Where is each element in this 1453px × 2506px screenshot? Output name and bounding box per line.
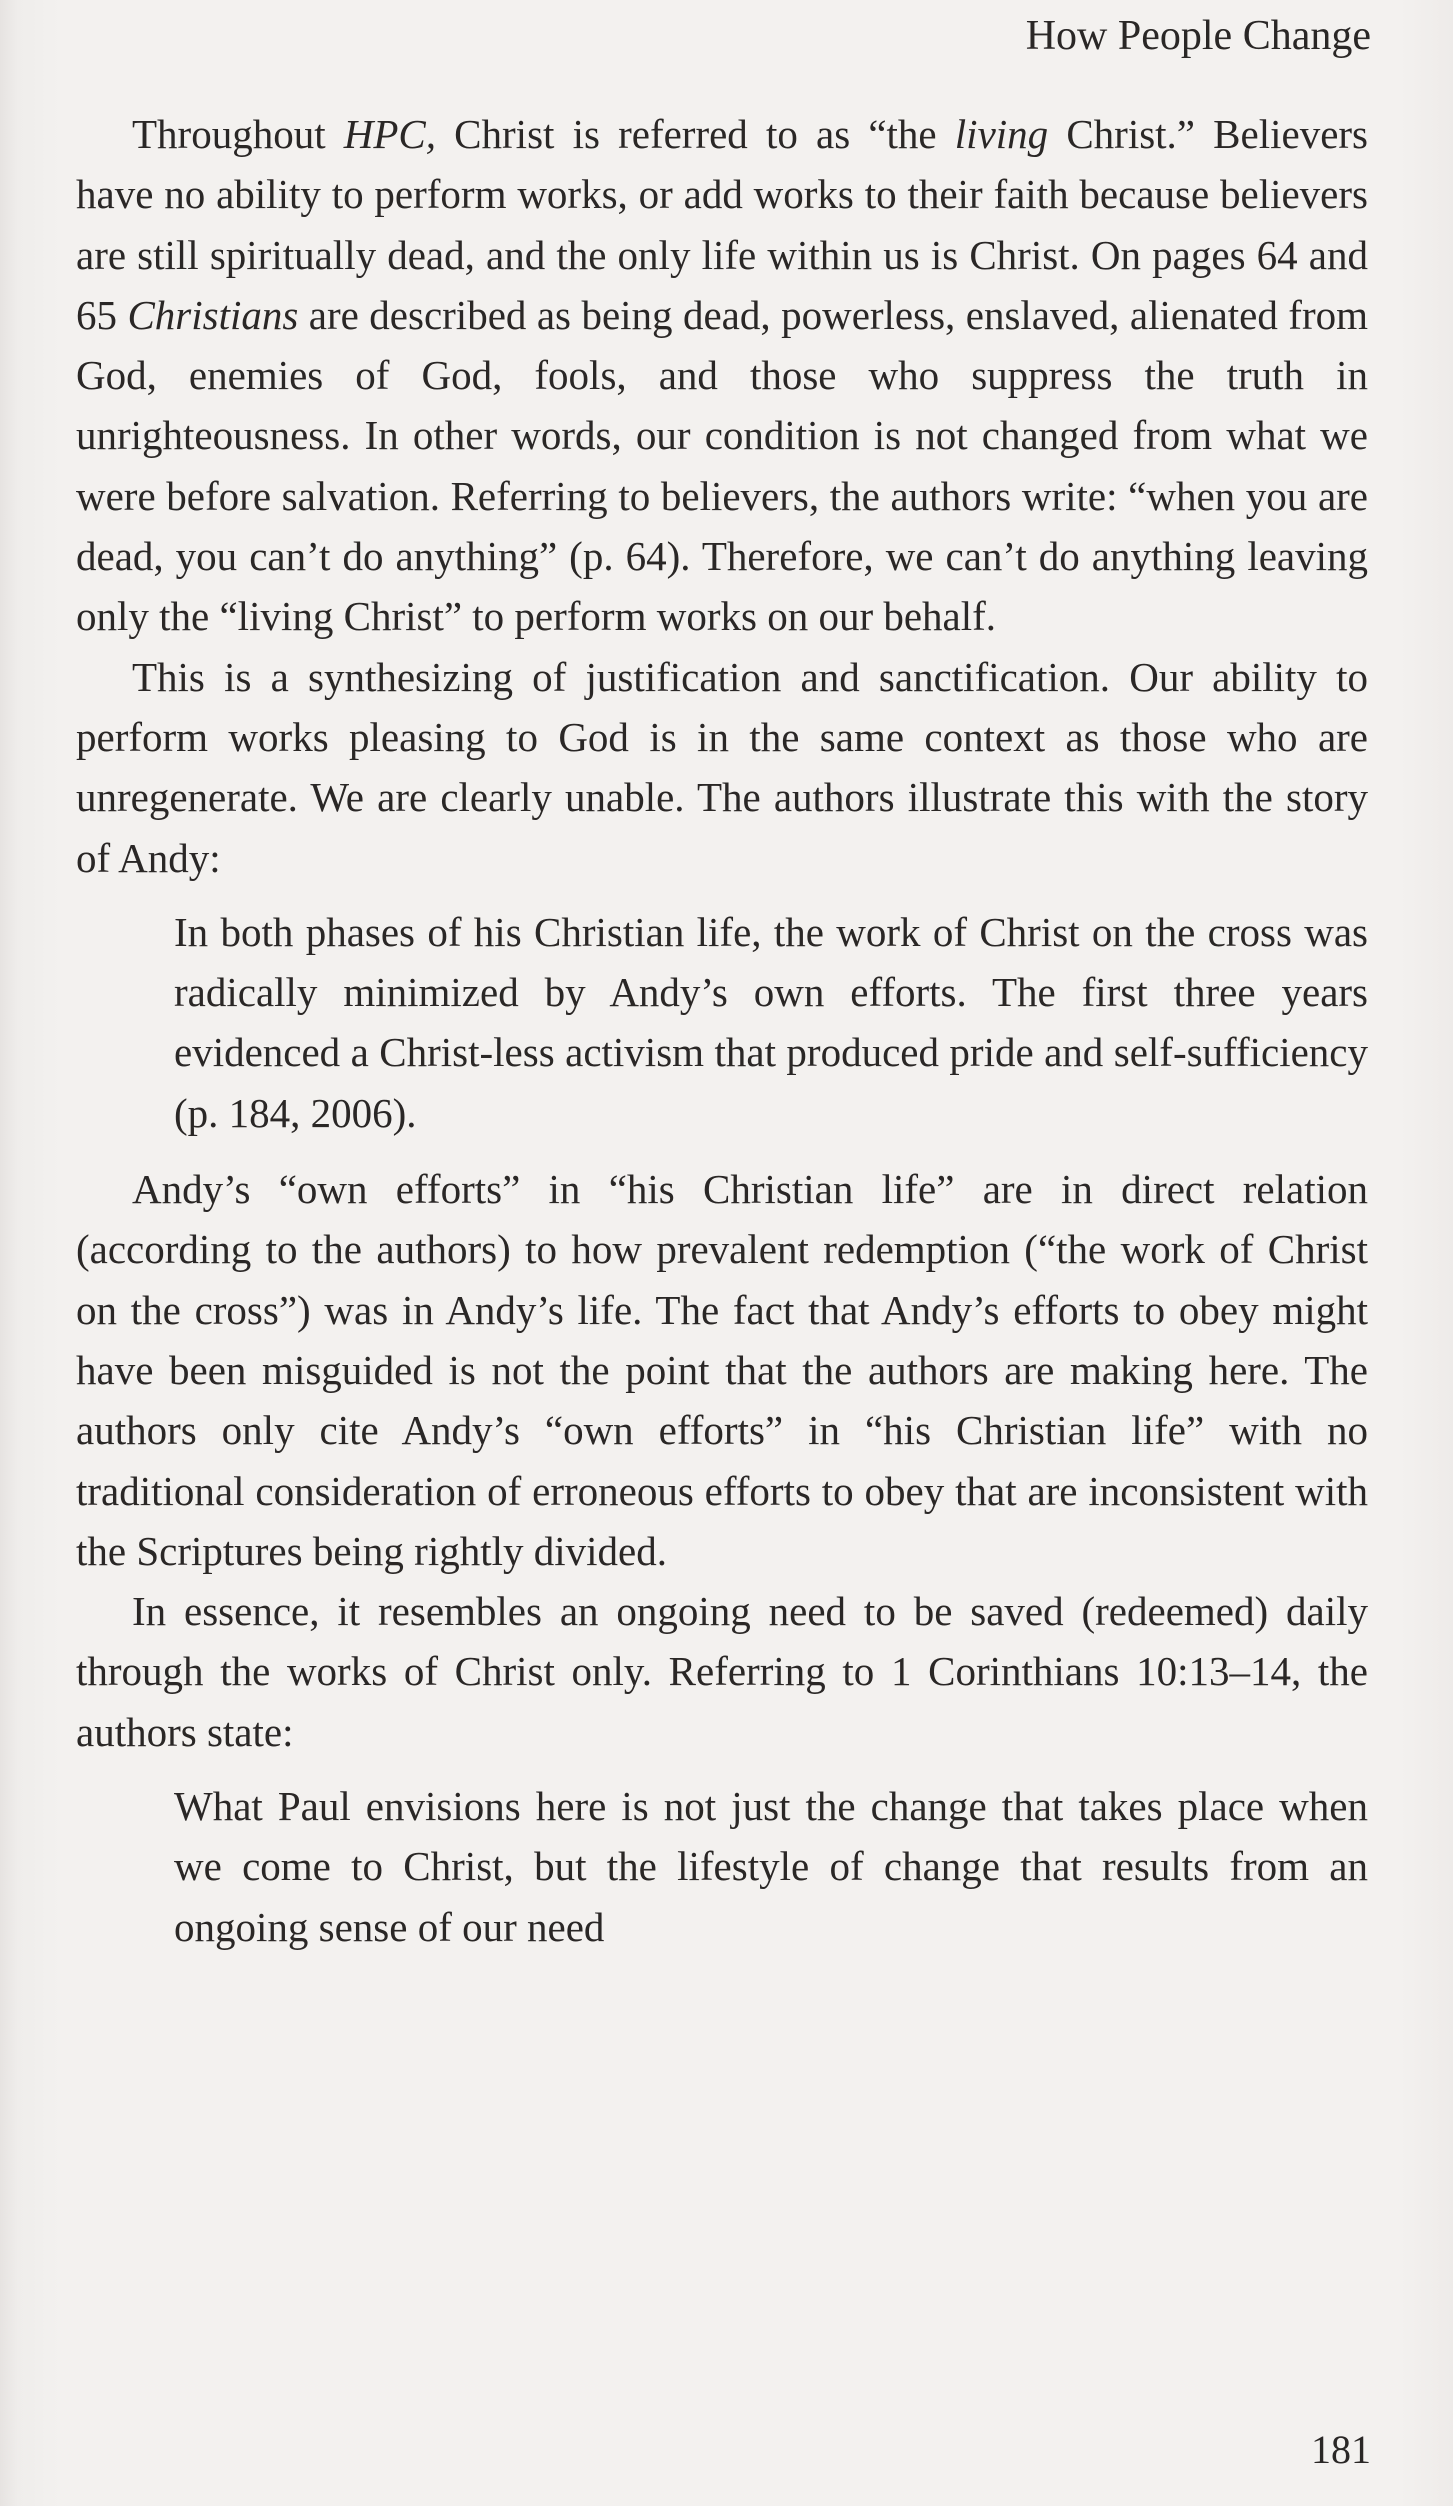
paragraph-1-italic-living: living: [954, 111, 1049, 157]
block-quote-2: What Paul envisions here is not just the change that takes place when we come to Christ, but the lifestyle of change that results from an ongoing sense of our need: [174, 1783, 1368, 1950]
paragraph-4: In essence, it resembles an ongoing need to be saved (redeemed) daily through the works of Christ only. Referring to 1 Corinthians 10:13–14, the authors state:: [76, 1588, 1368, 1755]
paragraph-1-italic-christians: Christians: [127, 291, 299, 338]
paragraph-1-text-a: Throughout: [132, 111, 344, 157]
block-quote-1: In both phases of his Christian life, the work of Christ on the cross was radically minimized by Andy’s own efforts. The first three years evidenced a Christ-less activism that produced pride and self-sufficiency (p. 184, 2006).: [174, 908, 1368, 1136]
paragraph-3: Andy’s “own efforts” in “his Christian life” are in direct relation (according to the authors) to how prevalent redemption (“the work of Christ on the cross”) was in Andy’s life. The fact that Andy’s efforts to obey might have been misguided is not the point that the authors are making here. The authors only cite Andy’s “own efforts” in “his Christian life” with no traditional consideration of erroneous efforts to obey that are inconsistent with the Scriptures being rightly divided.: [76, 1166, 1368, 1574]
paragraph-2: This is a synthesizing of justification and sanctification. Our ability to perform works pleasing to God is in the same context as those who are unregenerate. We are clearly unable. The authors illustrate this with the story of Andy:: [76, 653, 1368, 881]
paragraph-1: [76, 104, 1368, 647]
running-head: How People Change: [1025, 13, 1371, 59]
paragraph-1-text-e: Christ.” Believers have no ability to perform works, or add works to their faith because believers are still spiritually dead, and the only life within us is Christ. On pages 64 and 65: [76, 111, 1368, 338]
paragraph-1-text-c: Christ is referred to as “the: [436, 111, 955, 157]
paragraph-1-text-g: are described as being dead, powerless, enslaved, alienated from God, enemies of God, fools, and those who suppress the truth in unrighteousness. In other words, our condition is not changed from what we were before salvation. Referring to believers, the authors write: “when you are dead, you can’t do anything” (p. 64). Therefore, we can’t do anything leaving only the “living Christ” to perform works on our behalf.: [76, 291, 1368, 640]
page-number: 181: [1311, 2427, 1371, 2472]
body-text: [76, 104, 1368, 1957]
paragraph-1-italic-hpc: HPC,: [343, 111, 437, 157]
